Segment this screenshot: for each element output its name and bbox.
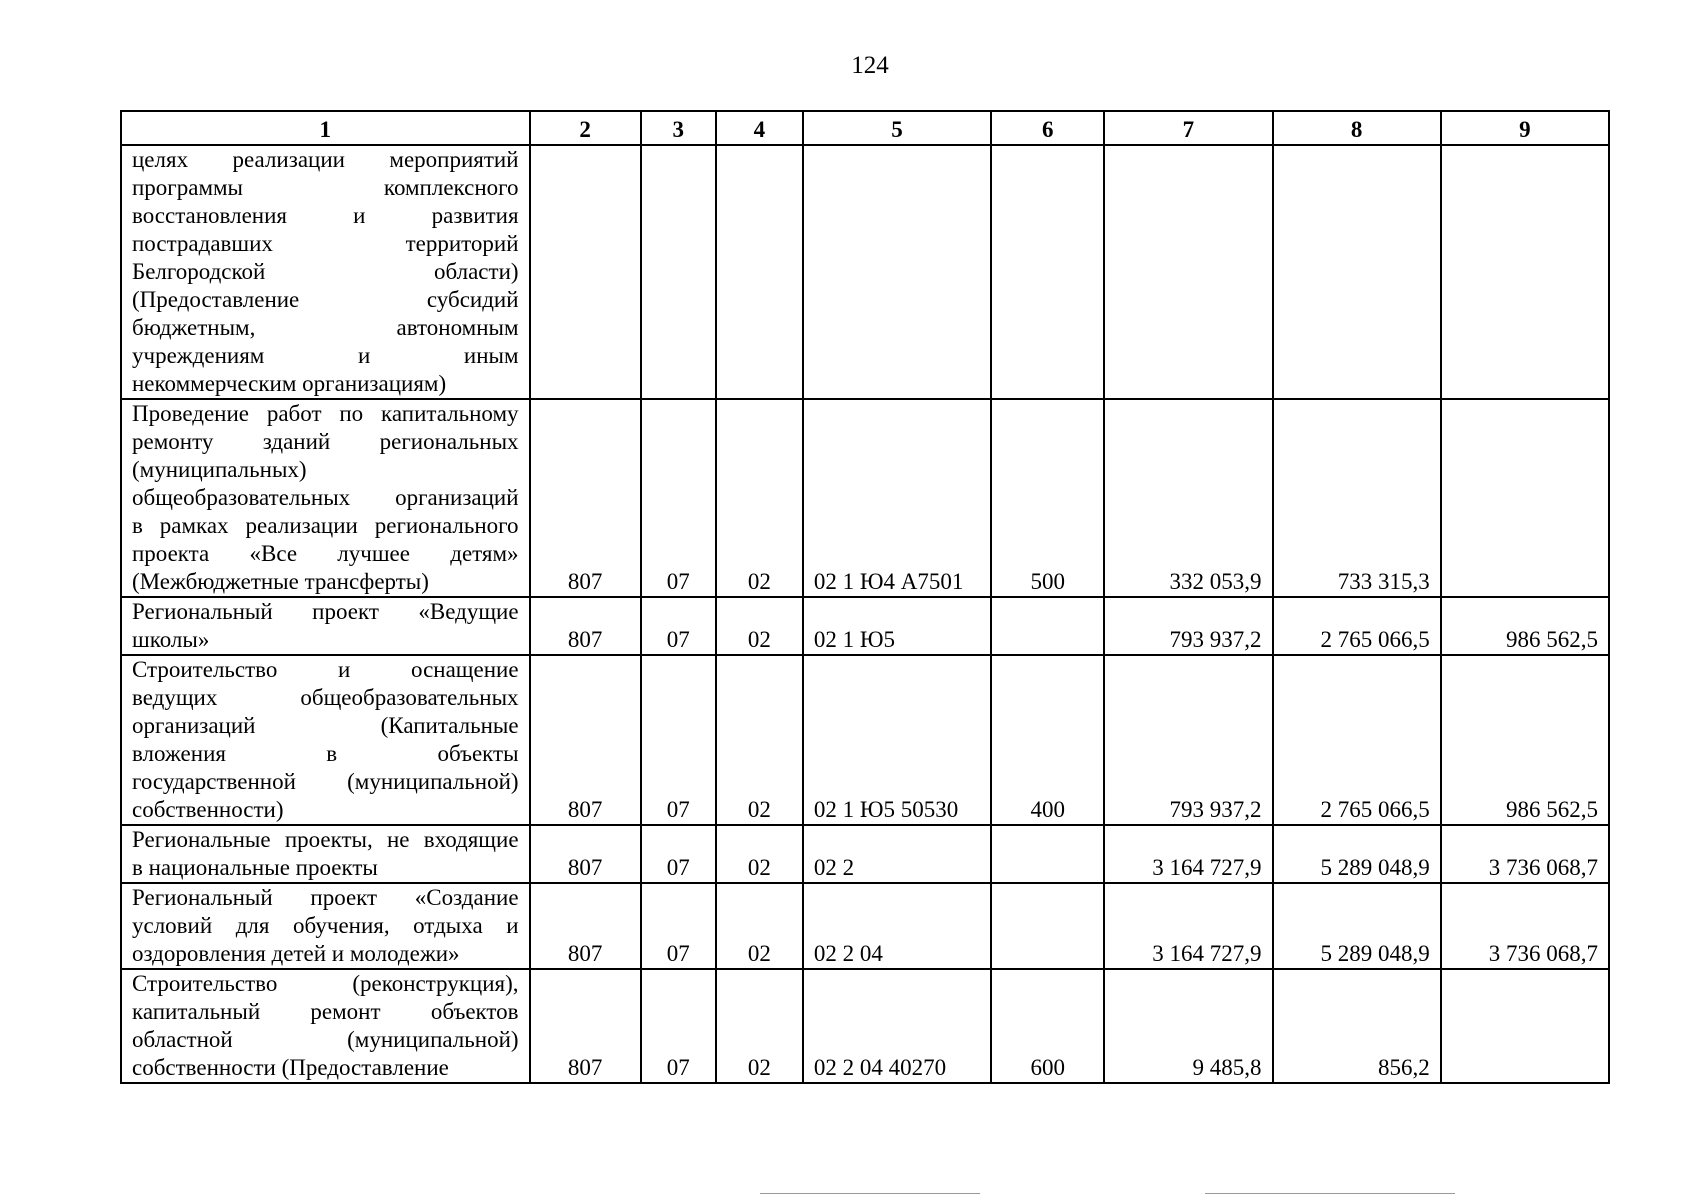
cell-c9 [1441, 145, 1609, 399]
header-cell: 8 [1273, 111, 1441, 145]
description-line: (Межбюджетные трансферты) [132, 569, 429, 594]
cell-c5: 02 2 04 [803, 883, 991, 969]
table-row [121, 399, 1609, 597]
cell-c9: 986 562,5 [1441, 655, 1609, 825]
cell-c6: 500 [991, 399, 1104, 597]
description-line: бюджетным, автономным [132, 315, 519, 340]
row-description [121, 145, 530, 399]
description-line: Строительство и оснащение [132, 657, 519, 682]
cell-c5: 02 1 Ю5 50530 [803, 655, 991, 825]
description-line: учреждениям и иным [132, 343, 519, 368]
description-line: Проведение работ по капитальному [132, 401, 519, 426]
row-description [121, 597, 530, 655]
description-line: некоммерческим организациям) [132, 371, 447, 396]
cell-c6 [991, 825, 1104, 883]
header-cell: 7 [1104, 111, 1272, 145]
cell-c6: 400 [991, 655, 1104, 825]
table-row [121, 825, 1609, 883]
cell-c7: 332 053,9 [1104, 399, 1272, 597]
cell-c3 [641, 145, 716, 399]
cell-c2: 807 [530, 399, 641, 597]
cell-c4: 02 [716, 825, 803, 883]
description-line: целях реализации мероприятий [132, 147, 519, 172]
header-cell: 6 [991, 111, 1104, 145]
description-line: пострадавших территорий [132, 231, 519, 256]
cell-c2: 807 [530, 825, 641, 883]
description-line: (муниципальных) [132, 457, 307, 482]
description-line: в национальные проекты [132, 855, 378, 880]
cell-c3: 07 [641, 399, 716, 597]
cell-c8: 856,2 [1273, 969, 1441, 1083]
cell-c2: 807 [530, 883, 641, 969]
description-line: Строительство (реконструкция), [132, 971, 519, 996]
cell-c9 [1441, 399, 1609, 597]
cell-c7: 3 164 727,9 [1104, 883, 1272, 969]
cell-c5: 02 2 04 40270 [803, 969, 991, 1083]
description-line: собственности) [132, 797, 284, 822]
cell-c8: 5 289 048,9 [1273, 883, 1441, 969]
table-row [121, 655, 1609, 825]
description-line: государственной (муниципальной) [132, 769, 519, 794]
cell-c9: 3 736 068,7 [1441, 883, 1609, 969]
cell-c9: 3 736 068,7 [1441, 825, 1609, 883]
header-cell: 4 [716, 111, 803, 145]
description-line: (Предоставление субсидий [132, 287, 519, 312]
row-description [121, 969, 530, 1083]
page-number: 124 [851, 52, 889, 79]
row-description [121, 883, 530, 969]
row-description [121, 399, 530, 597]
cell-c8: 2 765 066,5 [1273, 597, 1441, 655]
cell-c2 [530, 145, 641, 399]
header-cell: 5 [803, 111, 991, 145]
header-row [121, 111, 1609, 145]
cell-c4 [716, 145, 803, 399]
cell-c8 [1273, 145, 1441, 399]
description-line: ведущих общеобразовательных [132, 685, 519, 710]
cell-c6 [991, 883, 1104, 969]
cell-c8: 2 765 066,5 [1273, 655, 1441, 825]
cell-c7: 793 937,2 [1104, 655, 1272, 825]
cell-c5: 02 1 Ю5 [803, 597, 991, 655]
cell-c7: 9 485,8 [1104, 969, 1272, 1083]
cell-c6: 600 [991, 969, 1104, 1083]
description-line: ремонту зданий региональных [132, 429, 519, 454]
description-line: восстановления и развития [132, 203, 519, 228]
table-row [121, 145, 1609, 399]
cell-c9 [1441, 969, 1609, 1083]
cell-c3: 07 [641, 969, 716, 1083]
cell-c7: 793 937,2 [1104, 597, 1272, 655]
description-line: Региональный проект «Создание [132, 885, 519, 910]
description-line: школы» [132, 627, 210, 652]
description-line: проекта «Все лучшее детям» [132, 541, 519, 566]
description-line: вложения в объекты [132, 741, 519, 766]
cell-c8: 733 315,3 [1273, 399, 1441, 597]
cell-c4: 02 [716, 883, 803, 969]
cell-c2: 807 [530, 969, 641, 1083]
row-description [121, 655, 530, 825]
cell-c4: 02 [716, 399, 803, 597]
cell-c3: 07 [641, 825, 716, 883]
row-description [121, 825, 530, 883]
cell-c9: 986 562,5 [1441, 597, 1609, 655]
cell-c7 [1104, 145, 1272, 399]
cell-c4: 02 [716, 969, 803, 1083]
table-body [121, 145, 1609, 1083]
description-line: собственности (Предоставление [132, 1055, 449, 1080]
cell-c3: 07 [641, 655, 716, 825]
cell-c4: 02 [716, 597, 803, 655]
cell-c7: 3 164 727,9 [1104, 825, 1272, 883]
description-line: Региональный проект «Ведущие [132, 599, 519, 624]
description-line: программы комплексного [132, 175, 519, 200]
cell-c6 [991, 597, 1104, 655]
footer-rule [1205, 1193, 1455, 1194]
cell-c2: 807 [530, 655, 641, 825]
cell-c5: 02 1 Ю4 А7501 [803, 399, 991, 597]
description-line: областной (муниципальной) [132, 1027, 519, 1052]
description-line: Белгородской области) [132, 259, 519, 284]
description-line: оздоровления детей и молодежи» [132, 941, 460, 966]
cell-c8: 5 289 048,9 [1273, 825, 1441, 883]
description-line: условий для обучения, отдыха и [132, 913, 519, 938]
cell-c5: 02 2 [803, 825, 991, 883]
header-cell: 9 [1441, 111, 1609, 145]
header-cell: 2 [530, 111, 641, 145]
header-cell: 1 [121, 111, 530, 145]
description-line: организаций (Капитальные [132, 713, 519, 738]
cell-c4: 02 [716, 655, 803, 825]
table-row [121, 969, 1609, 1083]
description-line: Региональные проекты, не входящие [132, 827, 519, 852]
cell-c2: 807 [530, 597, 641, 655]
cell-c5 [803, 145, 991, 399]
description-line: в рамках реализации регионального [132, 513, 519, 538]
budget-table [120, 110, 1610, 1084]
cell-c3: 07 [641, 883, 716, 969]
cell-c3: 07 [641, 597, 716, 655]
header-cell: 3 [641, 111, 716, 145]
cell-c6 [991, 145, 1104, 399]
table-row [121, 597, 1609, 655]
table-row [121, 883, 1609, 969]
description-line: общеобразовательных организаций [132, 485, 519, 510]
description-line: капитальный ремонт объектов [132, 999, 519, 1024]
footer-rule [760, 1193, 980, 1194]
